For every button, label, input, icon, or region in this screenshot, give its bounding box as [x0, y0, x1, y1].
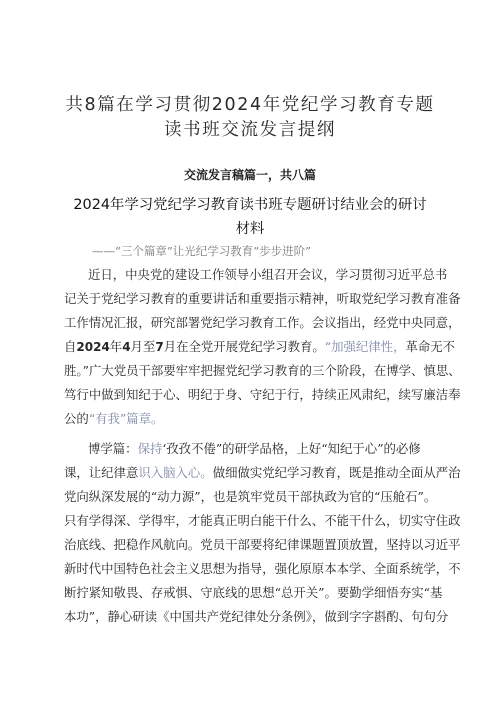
- text-span: 月至: [130, 339, 156, 354]
- text-span: 做细做实党纪学习教育，既是推动全面从严治: [212, 465, 461, 480]
- text-span: 革命无不: [405, 339, 456, 354]
- paragraph-1-line-1: 近日，中央党的建设工作领导小组召开会议，学习贯彻习近平总书: [88, 267, 448, 282]
- document-title-line-1: 共8篇在学习贯彻2024年党纪学习教育专题: [65, 95, 435, 115]
- article-subtitle: ——“三个篇章”让光纪学习教育“步步进阶”: [92, 244, 312, 258]
- text-span: 年: [109, 339, 123, 354]
- highlighted-text: “加强纪律性，: [324, 339, 406, 354]
- text-span: ‘孜孜不倦”的研学品格，上好“知纪于心”的必修: [162, 441, 421, 456]
- article-heading-line-2: 材料: [235, 221, 265, 237]
- paragraph-1-line-6: 笃行中做到知纪于心、明纪于身、守纪于行，持续正风肃纪，续写廉洁奉: [64, 387, 461, 402]
- text-span: 博学篇：: [88, 441, 138, 456]
- section-label: 交流发言稿篇一，共八篇: [183, 168, 316, 182]
- paragraph-2-line-5: 治底线、把稳作风航向。党员干部要将纪律课题置顶放置，坚持以习近平: [64, 537, 461, 552]
- paragraph-1-line-3: 工作情况汇报，研究部署党纪学习教育工作。会议指出，经党中央同意，: [64, 315, 461, 330]
- highlighted-text: “有我”篇章。: [88, 411, 164, 426]
- paragraph-2-line-3: 党向纵深发展的“动力源”，也是筑牢党员干部执政为官的“压舱石”。: [64, 489, 437, 504]
- document-title-line-2: 读书班交流发言提纲: [164, 120, 336, 140]
- article-heading-line-1: 2024年学习党纪学习教育读书班专题研讨结业会的研讨: [73, 197, 427, 213]
- paragraph-2-line-4: 只有学得深、学得牢，才能真正明白能干什么、不能干什么，切实守住政: [64, 513, 461, 528]
- paragraph-2-line-6: 新时代中国特色社会主义思想为指导，强化原原本本学、全面系统学，不: [64, 561, 461, 576]
- paragraph-2-line-2: [64, 465, 461, 481]
- paragraph-2-line-1: [88, 441, 444, 457]
- paragraph-1-line-7: [64, 411, 444, 427]
- month-number: 7: [155, 340, 164, 354]
- text-span: 公的: [64, 411, 89, 426]
- paragraph-1-line-5: 胜。”广大党员干部要牢牢把握党纪学习教育的三个阶段，在博学、慎思、: [64, 363, 461, 378]
- paragraph-1-line-4: [64, 339, 456, 355]
- text-span: 自: [64, 339, 77, 354]
- paragraph-2-line-7: 断拧紧知敬畏、存戒惧、守底线的思想“总开关”。要勤学细悟夯实“基: [64, 585, 443, 600]
- paragraph-1-line-2: 记关于党纪学习教育的重要讲话和重要指示精神，听取党纪学习教育准备: [64, 291, 461, 306]
- text-span: 课，让纪律意: [64, 465, 139, 480]
- paragraph-2-line-8: 本功”，静心研读《中国共产党纪律处分条例》，做到字字斟酌、句句分: [64, 609, 449, 624]
- text-span: 月在全党开展党纪学习教育。: [163, 339, 325, 354]
- year-number: 2024: [76, 340, 110, 354]
- highlighted-text: 保持: [137, 441, 163, 456]
- highlighted-text: 识入脑入心。: [138, 465, 213, 480]
- month-number: 4: [122, 340, 131, 354]
